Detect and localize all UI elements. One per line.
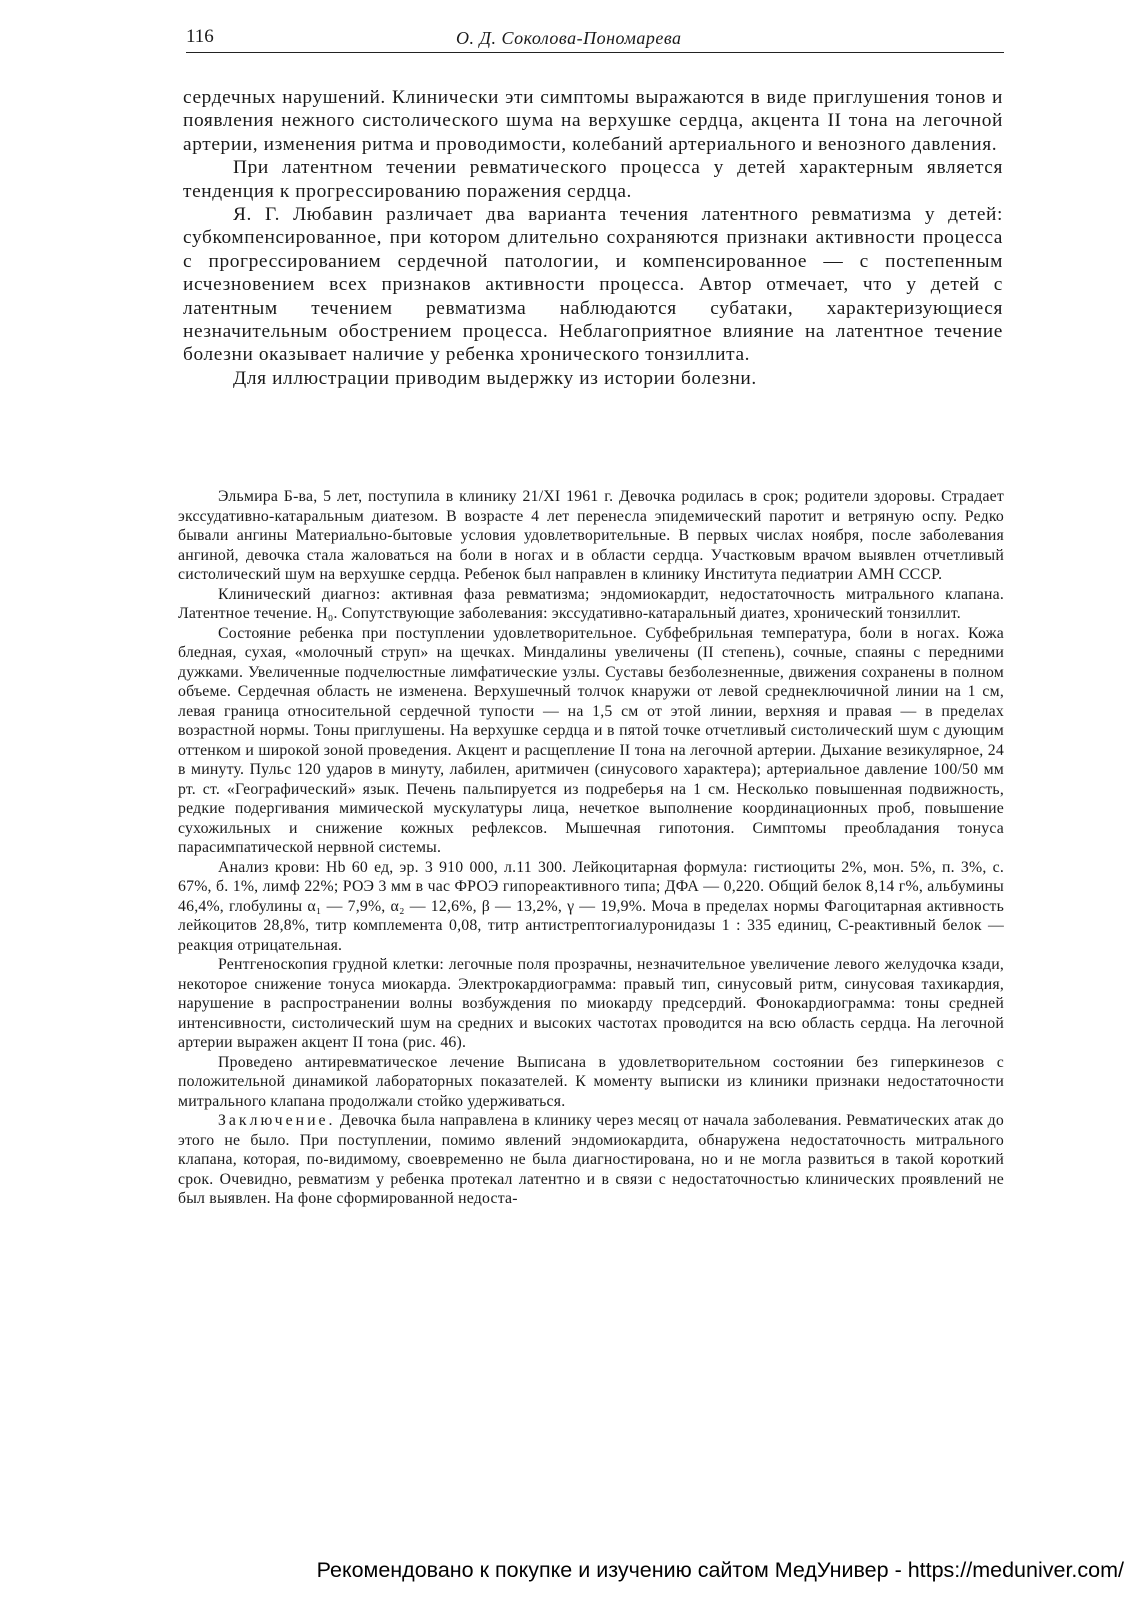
case-history bbox=[178, 487, 1004, 1209]
main-paragraph-3: Я. Г. Любавин различает два варианта течения латентного ревматизма у детей: субкомпенсированное, при котором длительно сохраняются признаки активности процесса с прогрессированием сердечной патологии, и компенсированное — с постепенным исчезновением всех признаков активности процесса. Автор отмечает, что у детей с латентным течением ревматизма наблюдаются субатаки, характеризующиеся незначительным обострением процесса. Неблагоприятное влияние на латентное течение болезни оказывает наличие у ребенка хронического тонзиллита. bbox=[183, 204, 1003, 366]
case-paragraph-3: Состояние ребенка при поступлении удовлетворительное. Субфебрильная температура, боли в ногах. Кожа бледная, сухая, «молочный струп» на щечках. Миндалины увеличены (II степень), сочные, спаяны с передними дужками. Увеличенные подчелюстные лимфатические узлы. Суставы безболезненные, движения сохранены в полном объеме. Сердечная область не изменена. Верхушечный толчок кнаружи от левой среднеключичной линии на 1 см, левая граница относительной сердечной тупости — на 1,5 см от этой линии, верхняя и правая — в пределах возрастной нормы. Тоны приглушены. На верхушке сердца и в пятой точке отчетливый систолический шум с дующим оттенком и широкой зоной проведения. Акцент и расщепление II тона на легочной артерии. Дыхание везикулярное, 24 в минуту. Пульс 120 ударов в минуту, лабилен, аритмичен (синусового характера); артериальное давление 100/50 мм рт. ст. «Географический» язык. Печень пальпируется из подреберья на 1 см. Несколько повышенная подвижность, редкие подергивания мимической мускулатуры лица, нечеткое выполнение координационных проб, повышение сухожильных и снижение кожных рефлексов. Мышечная гипотония. Симптомы преобладания тонуса парасимпатической нервной системы. bbox=[178, 624, 1004, 856]
conclusion-label: Заключение. bbox=[218, 1112, 336, 1129]
conclusion-text: Девочка была направлена в клинику через месяц от начала заболевания. Ревматических атак до этого не было. При поступлении, помимо явлений эндомиокардита, обнаружена недостаточность митрального клапана, которая, по-видимому, своевременно не была диагностирована, но и не могла развиться в такой короткий срок. Очевидно, ревматизм у ребенка протекал латентно и в связи с недостаточностью клинических проявлений не был выявлен. На фоне сформированной недоста- bbox=[178, 1112, 1005, 1207]
main-text bbox=[183, 86, 1003, 390]
main-paragraph-2: При латентном течении ревматического процесса у детей характерным является тенденция к прогрессированию поражения сердца. bbox=[183, 157, 1003, 202]
main-paragraph-1: сердечных нарушений. Клинически эти симптомы выражаются в виде приглушения тонов и появления нежного систолического шума на верхушке сердца, акцента II тона на легочной артерии, изменения ритма и проводимости, колебаний артериального и венозного давления. bbox=[183, 87, 1003, 155]
footer-watermark: Рекомендовано к покупке и изучению сайтом МедУнивер - https://meduniver.com/ bbox=[316, 1558, 1124, 1582]
case-paragraph-5: Рентгеноскопия грудной клетки: легочные поля прозрачны, незначительное увеличение левого желудочка кзади, некоторое снижение тонуса миокарда. Электрокардиограмма: правый тип, синусовый ритм, синусовая тахикардия, нарушение в распространении волны возбуждения по миокарду предсердий. Фонокардиограмма: тоны средней интенсивности, систолический шум на средних и высоких частотах проводится на всю область сердца. На легочной артерии выражен акцент II тона (рис. 46). bbox=[178, 956, 1004, 1051]
page-header bbox=[186, 26, 1004, 53]
page-number: 116 bbox=[186, 26, 214, 47]
running-head: О. Д. Соколова-Пономарева bbox=[456, 28, 682, 48]
case-paragraph-4: Анализ крови: Hb 60 ед, эр. 3 910 000, л.11 300. Лейкоцитарная формула: гистиоциты 2%, мон. 5%, п. 3%, с. 67%, б. 1%, лимф 22%; РОЭ 3 мм в час ФРОЭ гипореактивного типа; ДФА — 0,220. Общий белок 8,14 г%, альбумины 46,4%, глобулины α₁ — 7,9%, α₂ — 12,6%, β — 13,2%, γ — 19,9%. Моча в пределах нормы Фагоцитарная активность лейкоцитов 28,8%, титр комплемента 0,08, титр антистрептогиалуронидазы 1 : 335 единиц, С-реактивный белок — реакция отрицательная. bbox=[178, 858, 1004, 954]
case-paragraph-2: Клинический диагноз: активная фаза ревматизма; эндомиокардит, недостаточность митрального клапана. Латентное течение. Н₀. Сопутствующие заболевания: экссудативно-катаральный диатез, хронический тонзиллит. bbox=[178, 585, 1004, 622]
case-paragraph-6: Проведено антиревматическое лечение Выписана в удовлетворительном состоянии без гиперкинезов с положительной динамикой лабораторных показателей. К моменту выписки из клиники признаки недостаточности митрального клапана продолжали стойко удерживаться. bbox=[178, 1053, 1004, 1110]
case-paragraph-7 bbox=[178, 1111, 1004, 1209]
main-paragraph-4: Для иллюстрации приводим выдержку из истории болезни. bbox=[233, 367, 757, 389]
case-paragraph-1: Эльмира Б-ва, 5 лет, поступила в клинику 21/XI 1961 г. Девочка родилась в срок; родители здоровы. Страдает экссудативно-катаральным диатезом. В возрасте 4 лет перенесла эпидемический паротит и ветряную оспу. Редко бывали ангины Материально-бытовые условия удовлетворительные. В первых числах ноября, после заболевания ангиной, девочка стала жаловаться на боли в ногах и в области сердца. Участковым врачом выявлен отчетливый систолический шум на верхушке сердца. Ребенок был направлен в клинику Института педиатрии АМН СССР. bbox=[178, 488, 1004, 583]
